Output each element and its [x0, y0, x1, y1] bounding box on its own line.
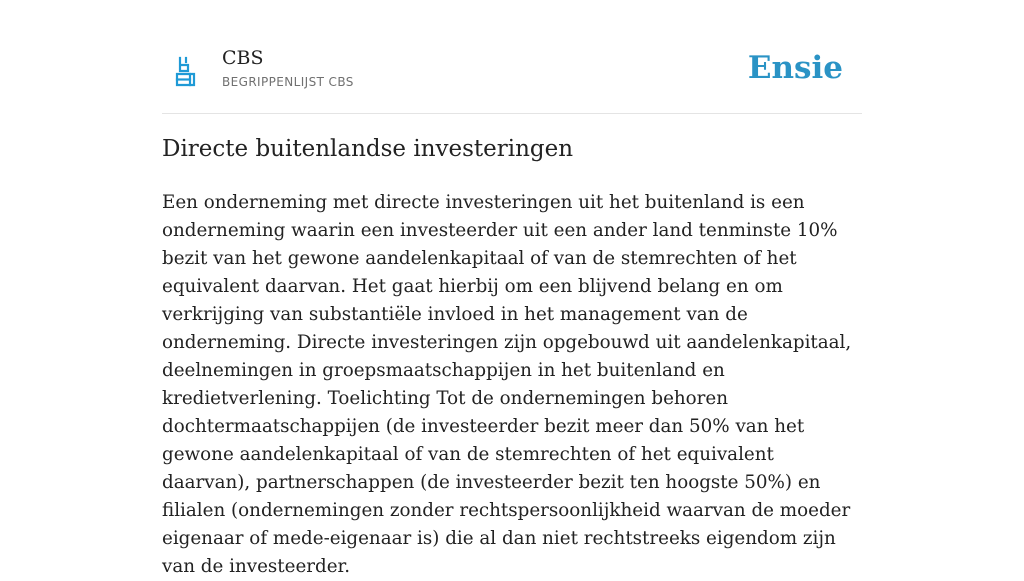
source-name: CBS	[222, 47, 264, 69]
ensie-logo-link[interactable]: Ensie	[747, 50, 843, 86]
term-definition: Een onderneming met directe investeringen uit het buitenland is een onderneming waarin een investeerder uit een ander land tenminste 10% bezit van het gewone aandelenkapitaal of van de stemrechten of het equivalent daarvan. Het gaat hierbij om een blijvend belang en om verkrijging van substantiële invloed in het management van de onderneming. Directe investeringen zijn opgebouwd uit aandelenkapitaal, deelnemingen in groepsmaatschappijen in het buitenland en kredietverlening. Toelichting Tot de ondernemingen behoren dochtermaatschappijen (de investeerder bezit meer dan 50% van het gewone aandelenkapitaal of van de stemrechten of het equivalent daarvan), partnerschappen (de investeerder bezit ten hoogste 50%) en filialen (ondernemingen zonder rechtspersoonlijkheid waarvan de moeder eigenaar of mede-eigenaar is) die al dan niet rechtstreeks eigendom zijn van de investeerder.	[162, 192, 852, 577]
page-card	[162, 0, 862, 577]
cbs-logo-icon	[174, 55, 198, 87]
term-title: Directe buitenlandse investeringen	[162, 136, 574, 162]
source-subtitle: BEGRIPPENLIJST CBS	[222, 75, 354, 89]
page-header	[162, 40, 862, 114]
